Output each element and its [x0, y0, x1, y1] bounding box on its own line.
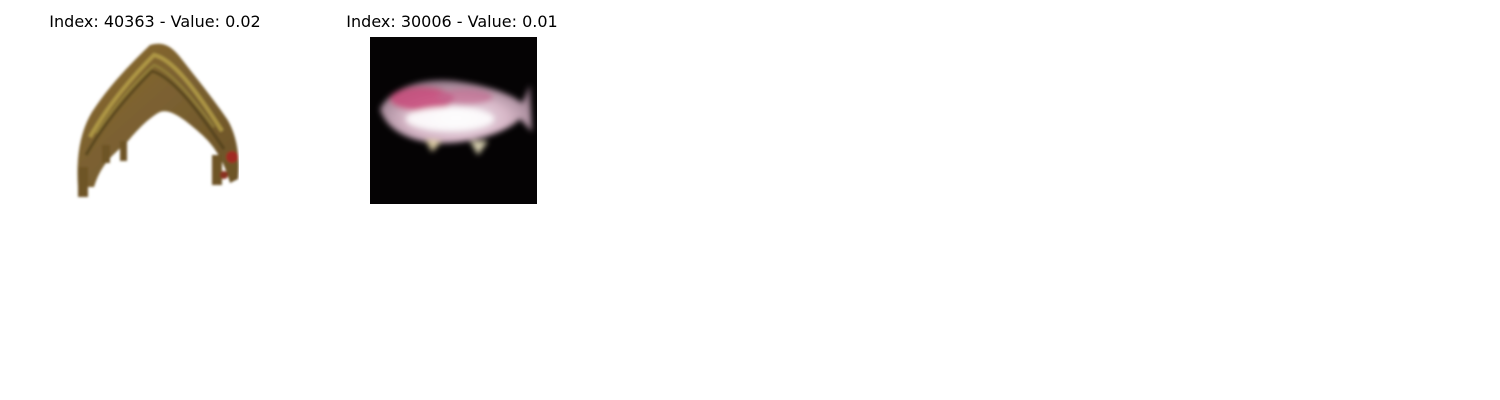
fish-image [370, 37, 537, 204]
panel-title: Index: 30006 - Value: 0.01 [346, 12, 558, 31]
panel-title: Index: 40363 - Value: 0.02 [49, 12, 261, 31]
caterpillar-image [72, 37, 239, 204]
